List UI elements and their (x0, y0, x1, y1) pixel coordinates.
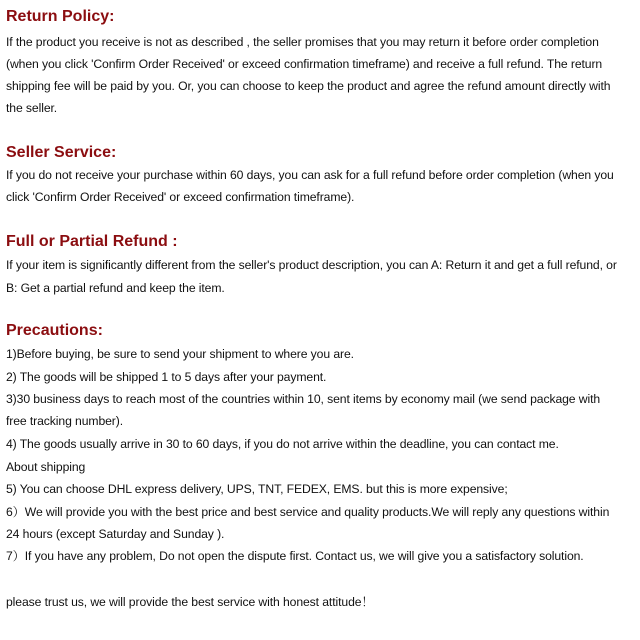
refund-line-1: If your item is significantly different from the seller's product description, you can A: Return it and get a full refund, or (6, 258, 617, 272)
precautions-line-2: 2) The goods will be shipped 1 to 5 days after your payment. (6, 370, 327, 384)
precautions-line-4: free tracking number). (6, 414, 124, 428)
refund-heading: Full or Partial Refund : (6, 233, 178, 250)
precautions-line-3: 3)30 business days to reach most of the countries within 10, sent items by economy mail (we send package with (6, 392, 601, 406)
seller-service-line-2: click 'Confirm Order Received' or exceed confirmation timeframe). (6, 190, 355, 204)
precautions-line-6: About shipping (6, 460, 86, 474)
precautions-line-8: 6）We will provide you with the best price and best service and quality products.We will reply any questions within (6, 505, 610, 519)
precautions-line-9: 24 hours (except Saturday and Sunday ). (6, 527, 225, 541)
refund-line-2: B: Get a partial refund and keep the item. (6, 281, 225, 295)
precautions-line-10: 7）If you have any problem, Do not open the dispute first. Contact us, we will give you a satisfactory solution. (6, 549, 584, 563)
seller-service-heading: Seller Service: (6, 144, 117, 161)
return-policy-line-3: shipping fee will be paid by you. Or, you can choose to keep the product and agree the refund amount directly with (6, 79, 611, 93)
precautions-line-5: 4) The goods usually arrive in 30 to 60 days, if you do not arrive within the deadline, you can contact me. (6, 437, 559, 451)
return-policy-line-2: (when you click 'Confirm Order Received' or exceed confirmation timeframe) and receive a full refund. The return (6, 57, 603, 71)
closing-line: please trust us, we will provide the best service with honest attitude！ (6, 595, 374, 609)
precautions-line-7: 5) You can choose DHL express delivery, UPS, TNT, FEDEX, EMS. but this is more expensive; (6, 482, 508, 496)
seller-service-line-1: If you do not receive your purchase within 60 days, you can ask for a full refund before order completion (when you (6, 168, 614, 182)
return-policy-heading: Return Policy: (6, 8, 115, 25)
return-policy-line-4: the seller. (6, 101, 58, 115)
precautions-heading: Precautions: (6, 322, 103, 339)
precautions-line-1: 1)Before buying, be sure to send your shipment to where you are. (6, 347, 354, 361)
return-policy-line-1: If the product you receive is not as described , the seller promises that you may return it before order completion (6, 35, 599, 49)
